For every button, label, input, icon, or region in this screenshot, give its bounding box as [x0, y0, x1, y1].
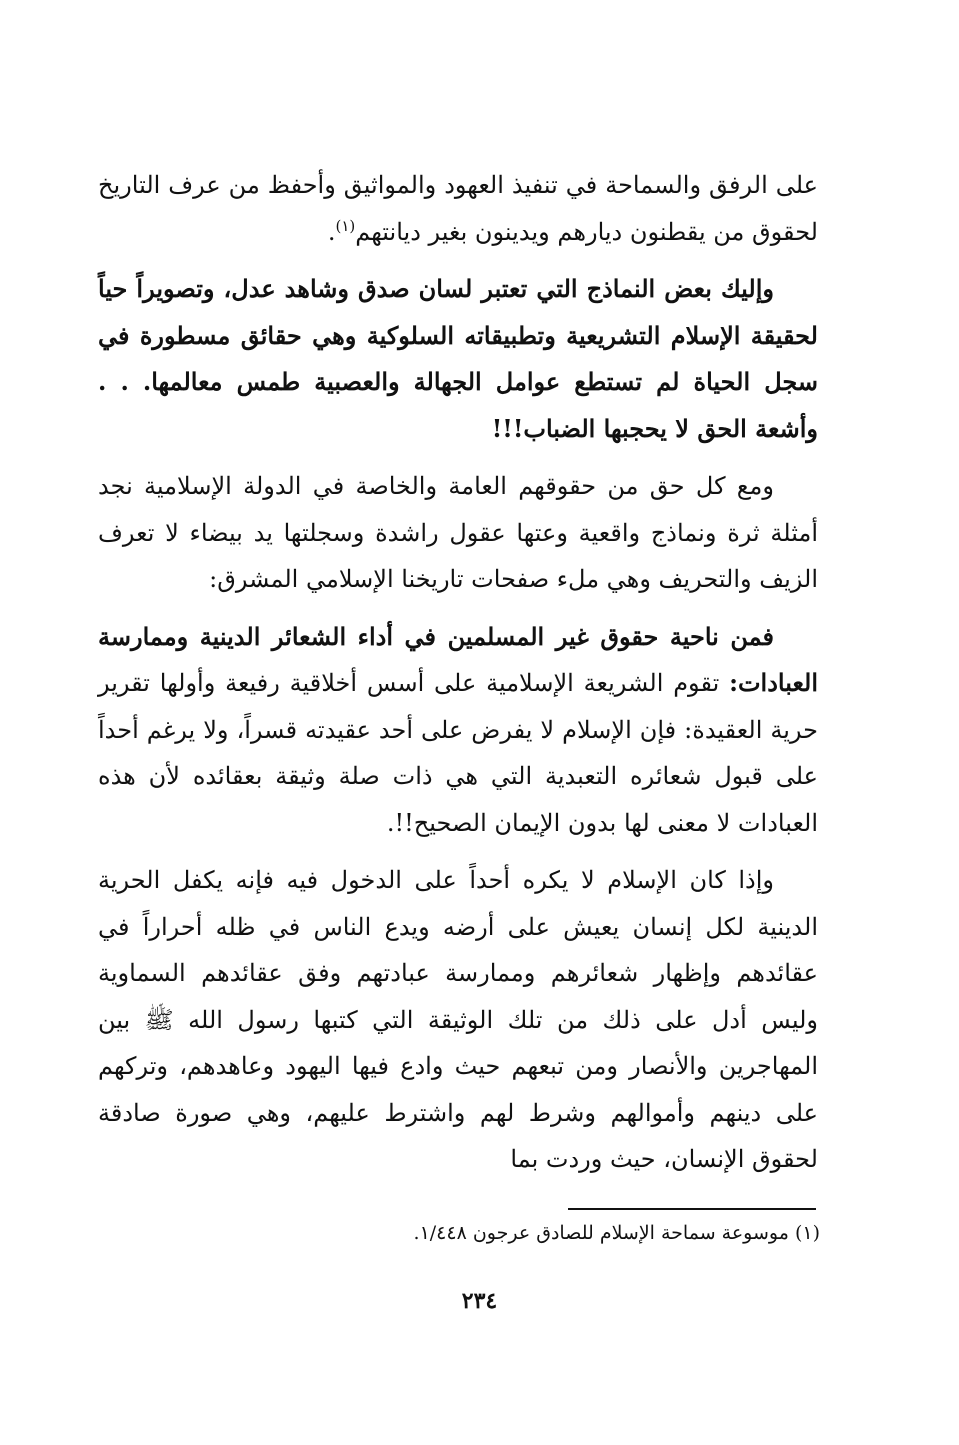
paragraph-2 [98, 266, 818, 452]
paragraph-4 [98, 614, 818, 847]
paragraph-5-text: وإذا كان الإسلام لا يكره أحداً على الدخول فيه فإنه يكفل الحرية الدينية لكل إنسان يعيش على أرضه ويدع الناس في ظله أحراراً في عقائدهم وإظهار شعائرهم وممارسة عبادتهم وفق عقائدهم السماوية وليس أدل على ذلك من تلك الوثيقة التي كتبها رسول الله ﷺ بين المهاجرين والأنصار ومن تبعهم حيث وادع فيها اليهود وعاهدهم، وتركهم على دينهم وأموالهم وشرط لهم واشترط عليهم، وهي صورة صادقة لحقوق الإنسان، حيث وردت بما [98, 866, 818, 1173]
footnote-reference: (١) [335, 216, 356, 235]
footnote-divider [568, 1208, 816, 1210]
paragraph-3 [98, 463, 818, 603]
paragraph-4-bold-lead: فمن ناحية حقوق غير المسلمين في أداء الشعائر الدينية وممارسة العبادات: [98, 621, 818, 697]
footnote: (١) موسوعة سماحة الإسلام للصادق عرجون ١/٤٤٨. [413, 1222, 820, 1244]
paragraph-5 [98, 857, 818, 1183]
page-number: ٢٣٤ [461, 1288, 498, 1314]
paragraph-4-text: تقوم الشريعة الإسلامية على أسس أخلاقية رفيعة وأولها تقرير حرية العقيدة: فإن الإسلام لا يفرض على أحد عقيدته قسراً، ولا يرغم أحداً على قبول شعائره التعبدية التي هي ذات صلة وثيقة بعقائده لأن هذه العبادات لا معنى لها بدون الإيمان الصحيح!!. [98, 669, 819, 837]
paragraph-1 [98, 162, 818, 255]
body-text [98, 162, 818, 1194]
paragraph-3-text: ومع كل حق من حقوقهم العامة والخاصة في الدولة الإسلامية نجد أمثلة ثرة ونماذج واقعية وعتها عقول راشدة وسجلتها يد بيضاء لا تعرف الزيف والتحريف وهي ملء صفحات تاريخنا الإسلامي المشرق: [98, 472, 818, 593]
paragraph-2-bold-text: وإليك بعض النماذج التي تعتبر لسان صدق وشاهد عدل، وتصويراً حياً لحقيقة الإسلام التشريعية وتطبيقاته السلوكية وهي حقائق مسطورة في سجل الحياة لم تستطع عوامل الجهالة والعصبية طمس معالمها. . . وأشعة الحق لا يحجبها الضباب!!! [98, 274, 818, 443]
paragraph-1-tail: . [327, 217, 336, 246]
paragraph-1-text: على الرفق والسماحة في تنفيذ العهود والمواثيق وأحفظ من عرف التاريخ لحقوق من يقطنون ديارهم ويدينون بغير ديانتهم [98, 171, 818, 246]
